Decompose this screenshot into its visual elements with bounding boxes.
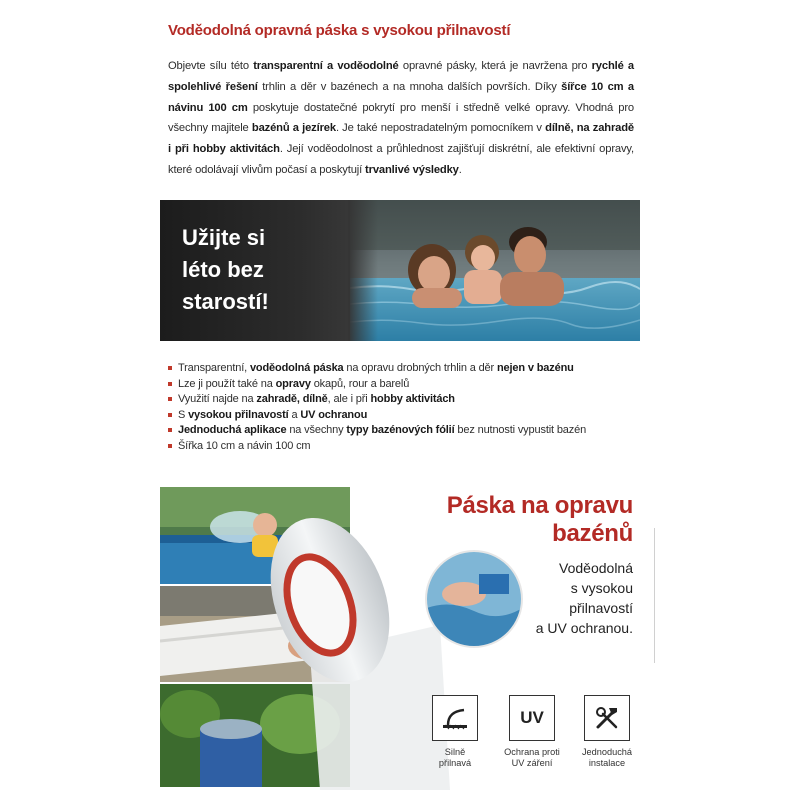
product-description: Voděodolná s vysokou přilnavostí a UV ochranou. [535,560,633,636]
bullet-square-icon [168,382,172,386]
product-title: Páska na opravu bazénů [446,492,633,547]
list-item: Lze ji použít také na opravy okapů, rour a barelů [168,377,586,393]
feature-list [168,361,586,455]
tools-icon [592,703,622,733]
list-item: Transparentní, voděodolná páska na opravu drobných trhlin a děr nejen v bazénu [168,361,586,377]
bullet-square-icon [168,428,172,432]
list-item: S vysokou přilnavostí a UV ochranou [168,408,586,424]
bullet-square-icon [168,366,172,370]
bullet-square-icon [168,444,172,448]
family-pool-photo [350,200,640,341]
bullet-square-icon [168,413,172,417]
feature-installation: Jednoduchá instalace [584,695,630,769]
hero-banner [160,200,640,341]
feature-adhesion: Silně přilnavá [432,695,478,769]
page-title: Voděodolná opravná páska s vysokou přilnavostí [168,22,511,39]
uv-icon: UV [520,708,544,727]
intro-paragraph: Objevte sílu této transparentní a voděodolné opravné pásky, která je navržena pro rychlé a spolehlivé řešení trhlin a děr v bazénech a na mnoha dalších površích. Díky šířce 10 cm a návinu 100 cm poskytuje dostatečné pokrytí pro menší i středně velké opravy. Vhodná pro všechny majitele bazénů a jezírek. Je také nepostradatelným pomocníkem v dílně, na zahradě i při hobby aktivitách. Její voděodolnost a průhlednost zajišťují diskrétní, ale efektivní opravy, které odolávají vlivům počasí a poskytují trvanlivé výsledky. [168,60,635,176]
bullet-square-icon [168,397,172,401]
list-item: Šířka 10 cm a návin 100 cm [168,439,586,455]
list-item: Jednoduchá aplikace na všechny typy bazénových fólií bez nutnosti vypustit bazén [168,423,586,439]
list-item: Využití najde na zahradě, dílně, ale i při hobby aktivitách [168,392,586,408]
adhesion-icon [440,703,470,733]
feature-uv: UV Ochrana proti UV záření [509,695,555,769]
divider [654,528,655,663]
hero-slogan: Užijte si léto bez starostí! [182,225,269,314]
